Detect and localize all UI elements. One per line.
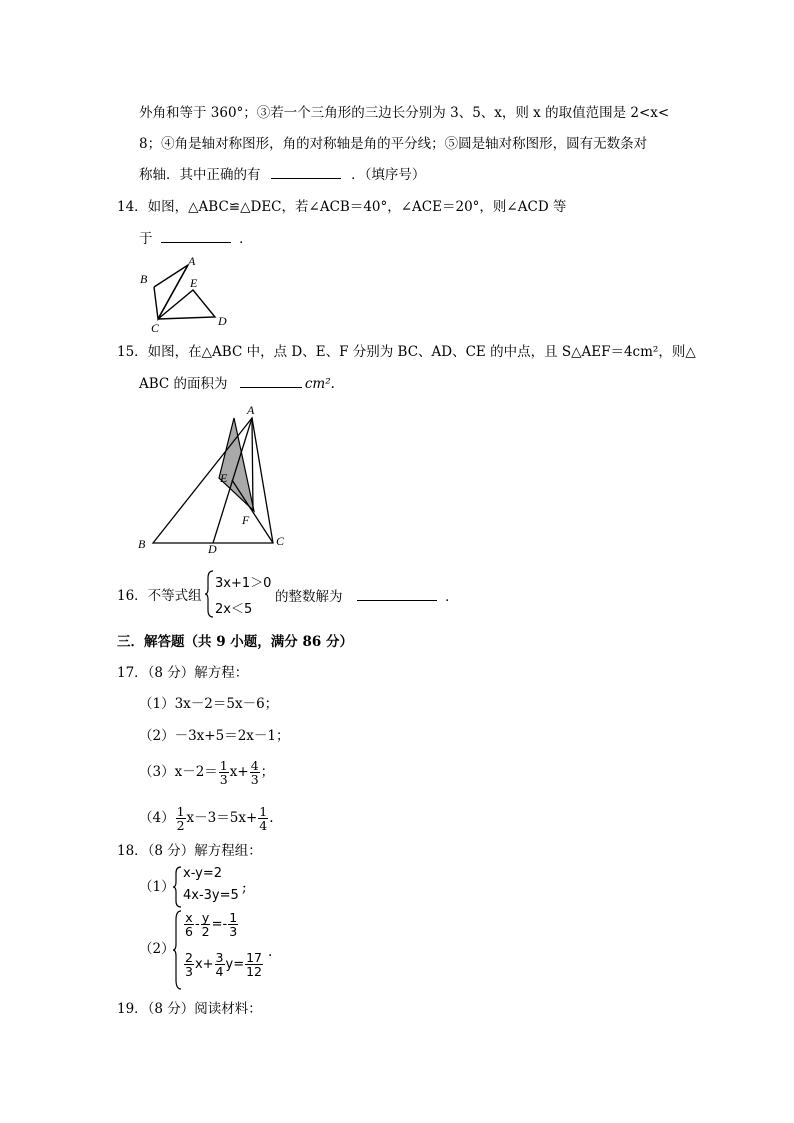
q14-label-b: B — [140, 272, 148, 286]
q18-p2-eq2 — [183, 951, 264, 978]
q15-label-f: F — [242, 513, 250, 527]
fraction — [219, 759, 229, 786]
q13-line3-end: ．（填序号） — [351, 167, 426, 183]
q18-p2-label: （2） — [139, 941, 175, 957]
numerator: 1 — [229, 910, 238, 925]
q18-p1-eq1: x-y=2 — [183, 866, 223, 881]
q17-part1: （1）3x－2＝5x－6； — [139, 696, 279, 712]
q14-answer-blank — [161, 229, 231, 243]
q17-p3-pre: （3）x－2＝ — [139, 764, 218, 780]
numerator: 4 — [250, 758, 259, 773]
denominator: 4 — [215, 964, 224, 979]
q19-head: 19．（8 分）阅读材料： — [117, 1001, 262, 1017]
q17-part4 — [139, 805, 274, 832]
numerator: 1 — [176, 804, 185, 819]
q15-label-d: D — [208, 542, 217, 555]
q14-label-e: E — [190, 276, 198, 290]
equals-sign: =- — [211, 917, 228, 932]
q17-part3 — [139, 759, 274, 786]
denominator: 2 — [201, 924, 210, 939]
fraction — [184, 951, 194, 978]
triangle-abc — [153, 418, 273, 543]
denominator: 4 — [259, 818, 268, 833]
q13-line2: 8；④角是轴对称图形，角的对称轴是角的平分线；⑤圆是轴对称图形，圆有无数条对 — [139, 136, 648, 152]
q17-p3-mid: x+ — [229, 764, 249, 780]
fraction — [250, 759, 260, 786]
q17-p4-mid: x－3＝5x+ — [186, 810, 258, 826]
numerator: x — [185, 910, 193, 925]
q16-brace — [204, 570, 214, 618]
fraction — [184, 911, 194, 938]
q17-part2: （2）－3x+5＝2x－1； — [139, 728, 290, 744]
numerator: 1 — [259, 804, 268, 819]
q17-p4-end: . — [269, 810, 274, 826]
numerator: 3 — [215, 950, 224, 965]
denominator: 2 — [176, 818, 185, 833]
q17-p3-end: ； — [260, 764, 275, 780]
q13-line3 — [139, 165, 425, 184]
y-equals: y= — [225, 957, 245, 972]
q15-label-c: C — [276, 534, 285, 548]
q18-p1-brace — [172, 866, 182, 908]
denominator: 3 — [219, 772, 228, 787]
q16-suffix-text: 的整数解为 — [275, 589, 343, 605]
minus-sign: - — [194, 917, 200, 932]
denominator: 3 — [229, 924, 238, 939]
q14-line1: 14．如图，△ABC≌△DEC，若∠ACB＝40°，∠ACE＝20°，则∠ACD 等 — [117, 199, 567, 215]
q15-answer-blank — [240, 374, 302, 388]
q16-end: ． — [445, 589, 459, 605]
numerator: 1 — [219, 758, 228, 773]
q16-suffix — [275, 587, 459, 606]
q16-ineq1: 3x+1＞0 — [215, 576, 272, 591]
q17-head: 17．（8 分）解方程： — [117, 665, 249, 681]
denominator: 3 — [185, 964, 193, 979]
q15-line2 — [139, 374, 335, 393]
q14-line2 — [139, 229, 253, 248]
numerator: y — [201, 910, 210, 925]
q14-label-d: D — [218, 314, 227, 328]
q17-p4-pre: （4） — [139, 810, 175, 826]
denominator: 3 — [250, 772, 259, 787]
q18-p2-eq1 — [183, 911, 239, 938]
q18-p1-end: ; — [242, 880, 247, 896]
q18-p1-eq2: 4x-3y=5 — [183, 888, 239, 903]
q14-line2-text: 于 — [139, 231, 153, 247]
q16-ineq2: 2x＜5 — [215, 602, 253, 617]
q14-figure — [135, 253, 235, 333]
q15-label-a: A — [247, 403, 255, 417]
q15-line2-text: ABC 的面积为 — [139, 376, 228, 392]
fraction — [228, 911, 238, 938]
fraction — [215, 951, 225, 978]
q13-answer-blank — [271, 165, 341, 179]
fraction — [245, 951, 263, 978]
x-plus: x+ — [194, 957, 214, 972]
q18-p2-end: . — [268, 944, 273, 960]
section-title: 三．解答题（共 9 小题，满分 86 分） — [117, 634, 353, 650]
q18-p1-label: （1） — [139, 879, 175, 895]
segment-af — [252, 418, 253, 511]
fraction — [258, 805, 268, 832]
q13-line1: 外角和等于 360°；③若一个三角形的三边长分别为 3、5、x，则 x 的取值范围是 2<x< — [139, 105, 670, 121]
denominator: 6 — [185, 924, 193, 939]
segment-ca — [158, 265, 188, 319]
numerator: 2 — [185, 950, 193, 965]
q16-prefix: 16．不等式组 — [117, 588, 202, 604]
shaded-triangle-aef — [219, 418, 254, 511]
q15-label-e: E — [220, 471, 228, 485]
q14-line2-end: ． — [239, 231, 253, 247]
q18-head: 18．（8 分）解方程组： — [117, 843, 262, 859]
q14-label-a: A — [188, 254, 196, 268]
q15-label-b: B — [138, 537, 146, 551]
q18-p2-brace — [172, 910, 182, 990]
q15-figure — [135, 400, 295, 555]
q15-unit: cm². — [304, 376, 335, 392]
numerator: 17 — [246, 950, 262, 965]
q14-label-c: C — [151, 321, 160, 333]
q13-line3-text: 称轴．其中正确的有 — [139, 167, 261, 183]
fraction — [176, 805, 186, 832]
fraction — [201, 911, 211, 938]
q16-answer-blank — [357, 587, 437, 601]
q15-line1: 15．如图，在△ABC 中，点 D、E、F 分别为 BC、AD、CE 的中点，且 S△AEF＝4cm²，则△ — [117, 344, 696, 360]
denominator: 12 — [246, 964, 262, 979]
